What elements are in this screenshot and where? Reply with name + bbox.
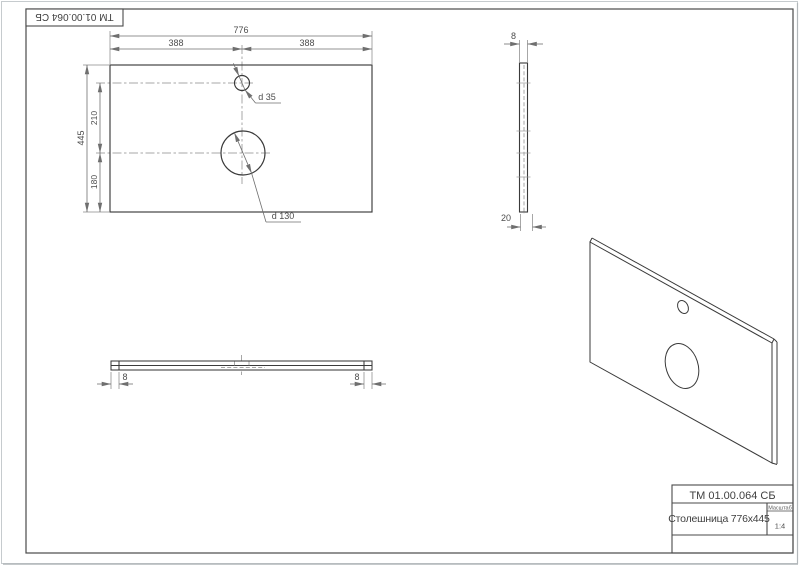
dim-388-left: 388 — [168, 38, 184, 48]
front-view-outline — [111, 361, 372, 370]
dim-20-bottom: 20 — [500, 213, 512, 223]
dim-210: 210 — [89, 110, 99, 126]
dim-8-right: 8 — [354, 372, 360, 382]
title-block-part-name: Столешница 776x445 — [668, 513, 770, 525]
side-view-outline — [520, 63, 528, 212]
title-block-scale-label: Масштаб — [768, 505, 792, 512]
dim-8-top: 8 — [510, 31, 517, 41]
stamp-designation-rotated: ТМ 01.00.064 СБ — [35, 11, 114, 22]
label-d35: d 35 — [258, 92, 276, 102]
paper-edge — [2, 2, 799, 565]
title-block-designation: ТМ 01.00.064 СБ — [689, 490, 776, 502]
revision-stamp — [26, 9, 123, 26]
title-block-scale-value: 1:4 — [774, 521, 786, 531]
dim-8-left: 8 — [122, 372, 128, 382]
label-d130: d 130 — [271, 211, 295, 221]
dim-180: 180 — [89, 174, 99, 190]
dim-388-right: 388 — [299, 38, 315, 48]
dim-445: 445 — [76, 130, 86, 146]
dim-776: 776 — [233, 25, 249, 35]
